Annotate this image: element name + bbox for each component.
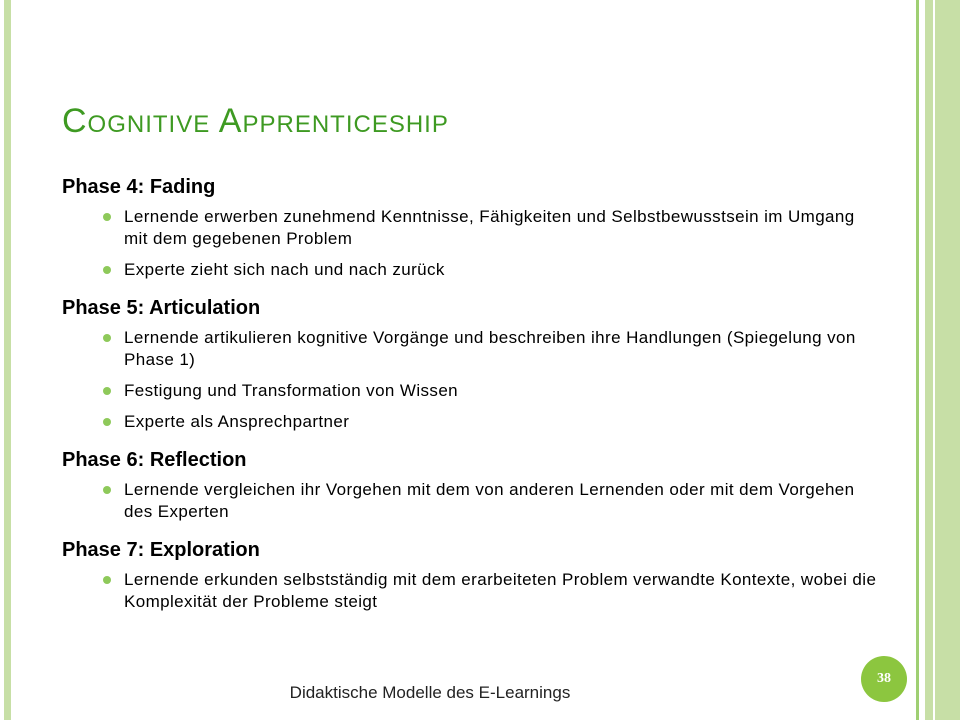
- bullet-dot-icon: [103, 418, 111, 426]
- bullet-item: [62, 259, 882, 281]
- phase-heading: Phase 6: Reflection: [62, 449, 247, 471]
- bullet-dot-icon: [103, 334, 111, 342]
- slide-title: Cognitive Apprenticeship: [62, 102, 449, 140]
- phase-5-section: [62, 293, 882, 433]
- bullet-text: Experte als Ansprechpartner: [124, 412, 350, 431]
- bullet-dot-icon: [103, 387, 111, 395]
- bullet-item: [62, 479, 882, 523]
- page-number-badge: 38: [861, 656, 907, 702]
- slide-frame-right: [915, 0, 960, 720]
- phase-7-section: [62, 535, 882, 613]
- bullet-list: [62, 206, 882, 281]
- phase-heading: Phase 4: Fading: [62, 176, 216, 198]
- bullet-dot-icon: [103, 486, 111, 494]
- phase-heading: Phase 7: Exploration: [62, 539, 260, 561]
- bullet-text: Lernende artikulieren kognitive Vorgänge und beschreiben ihre Handlungen (Spiegelung von Phase 1): [124, 328, 856, 369]
- bullet-item: [62, 569, 882, 613]
- slide-frame-left: [0, 0, 14, 720]
- bullet-dot-icon: [103, 576, 111, 584]
- phase-heading: Phase 5: Articulation: [62, 297, 261, 319]
- bullet-item: [62, 411, 882, 433]
- bullet-list: [62, 479, 882, 523]
- bullet-dot-icon: [103, 266, 111, 274]
- phase-6-section: [62, 445, 882, 523]
- bullet-text: Lernende vergleichen ihr Vorgehen mit dem von anderen Lernenden oder mit dem Vorgehen des Experten: [124, 480, 855, 521]
- phase-4-section: [62, 172, 882, 281]
- slide-footer: Didaktische Modelle des E-Learnings: [289, 683, 571, 702]
- bullet-list: [62, 327, 882, 433]
- bullet-list: [62, 569, 882, 613]
- slide-content: [62, 172, 882, 625]
- bullet-item: [62, 380, 882, 402]
- bullet-item: [62, 206, 882, 250]
- bullet-text: Lernende erwerben zunehmend Kenntnisse, Fähigkeiten und Selbstbewusstsein im Umgang mit dem gegebenen Problem: [124, 207, 855, 248]
- bullet-text: Lernende erkunden selbstständig mit dem erarbeiteten Problem verwandte Kontexte, wobei die Komplexität der Probleme steigt: [124, 570, 877, 611]
- bullet-dot-icon: [103, 213, 111, 221]
- bullet-text: Experte zieht sich nach und nach zurück: [124, 260, 445, 279]
- bullet-text: Festigung und Transformation von Wissen: [124, 381, 459, 400]
- bullet-item: [62, 327, 882, 371]
